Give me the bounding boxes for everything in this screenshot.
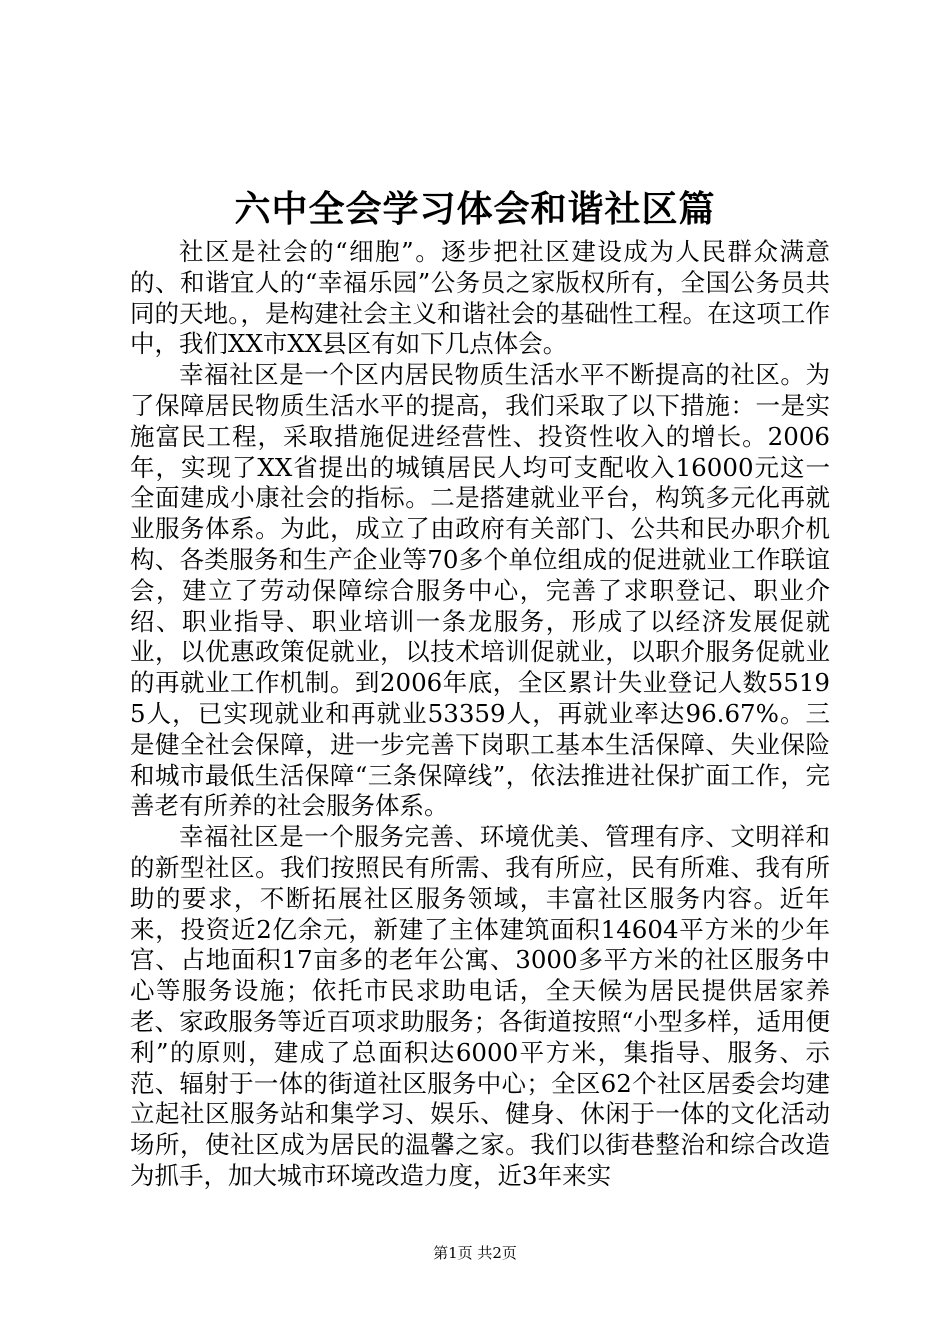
page-number-footer: 第1页 共2页: [433, 1244, 517, 1262]
document-body: [130, 237, 830, 1192]
document-title: 六中全会学习体会和谐社区篇: [234, 188, 716, 230]
paragraph-intro: 社区是社会的“细胞”。逐步把社区建设成为人民群众满意的、和谐宜人的“幸福乐园”公务员之家版权所有，全国公务员共同的天地。，是构建社会主义和谐社会的基础性工程。在这项工作中，我们XX市XX县区有如下几点体会。: [130, 237, 830, 359]
paragraph-community-services: 幸福社区是一个服务完善、环境优美、管理有序、文明祥和的新型社区。我们按照民有所需、我有所应，民有所难、我有所助的要求，不断拓展社区服务领域，丰富社区服务内容。近年来，投资近2亿余元，新建了主体建筑面积14604平方米的少年宫、占地面积17亩多的老年公寓、3000多平方米的社区服务中心等服务设施；依托市民求助电话，全天候为居民提供居家养老、家政服务等近百项求助服务；各街道按照“小型多样，适用便利”的原则，建成了总面积达6000平方米，集指导、服务、示范、辐射于一体的街道社区服务中心；全区62个社区居委会均建立起社区服务站和集学习、娱乐、健身、休闲于一体的文化活动场所，使社区成为居民的温馨之家。我们以街巷整治和综合改造为抓手，加大城市环境改造力度，近3年来实: [130, 822, 830, 1190]
paragraph-living-standards: 幸福社区是一个区内居民物质生活水平不断提高的社区。为了保障居民物质生活水平的提高，我们采取了以下措施：一是实施富民工程，采取措施促进经营性、投资性收入的增长。2006年，实现了XX省提出的城镇居民人均可支配收入16000元这一全面建成小康社会的指标。二是搭建就业平台，构筑多元化再就业服务体系。为此，成立了由政府有关部门、公共和民办职介机构、各类服务和生产企业等70多个单位组成的促进就业工作联谊会，建立了劳动保障综合服务中心，完善了求职登记、职业介绍、职业指导、职业培训一条龙服务，形成了以经济发展促就业，以优惠政策促就业，以技术培训促就业，以职介服务促就业的再就业工作机制。到2006年底，全区累计失业登记人数55195人，已实现就业和再就业53359人，再就业率达96.67%。三是健全社会保障，进一步完善下岗职工基本生活保障、失业保险和城市最低生活保障“三条保障线”，依法推进社保扩面工作，完善老有所养的社会服务体系。: [130, 360, 830, 821]
